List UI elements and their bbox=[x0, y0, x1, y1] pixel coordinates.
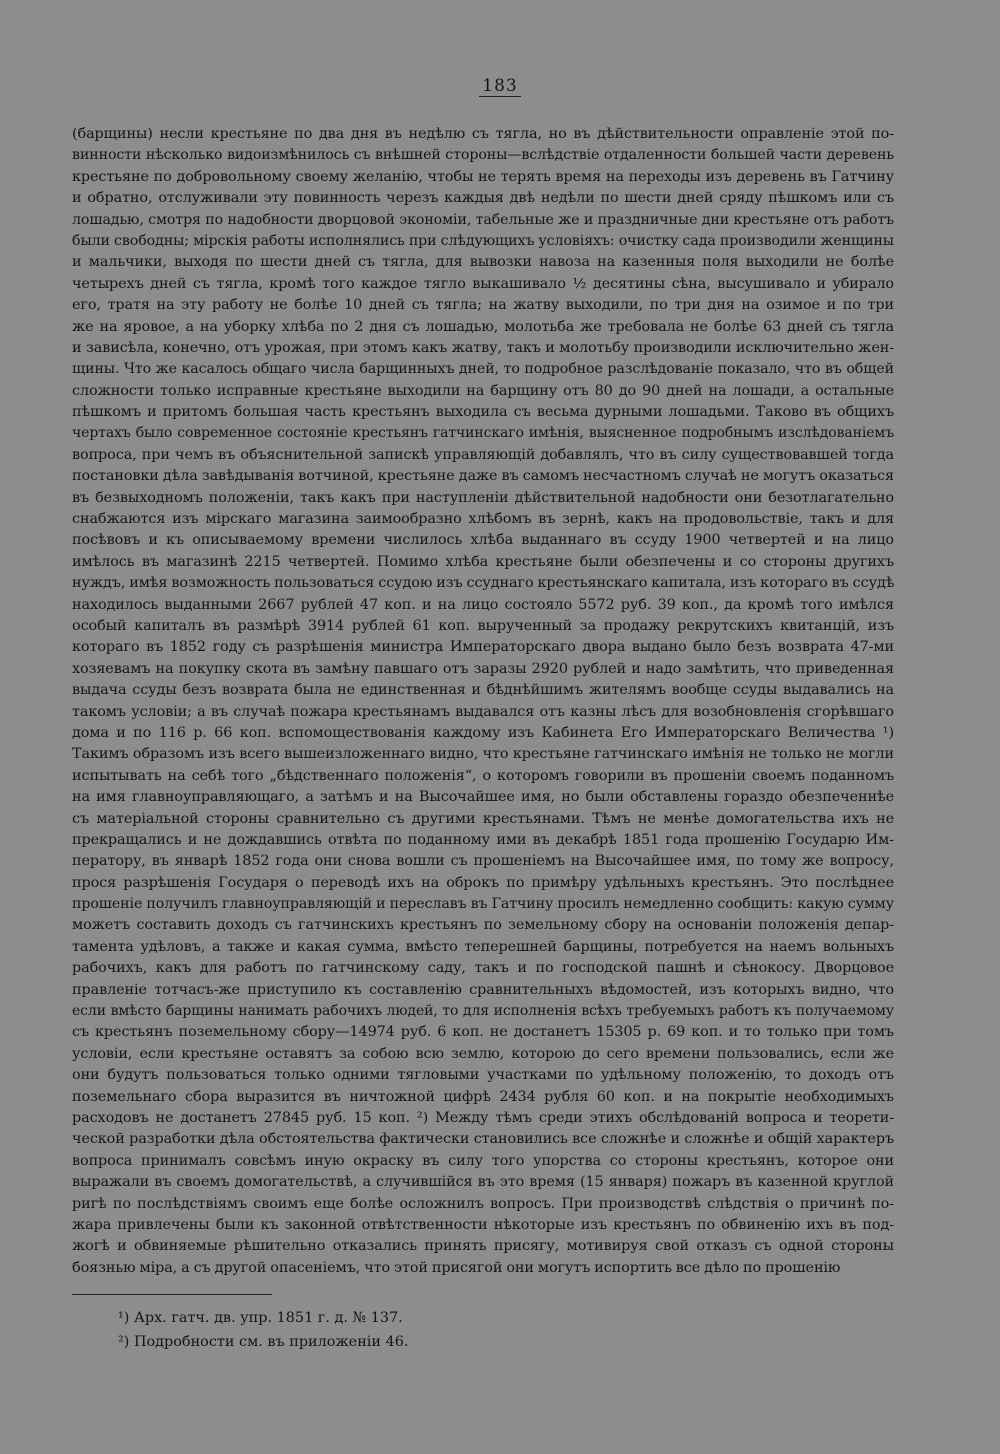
text-line: лошадью, смотря по надобности дворцовой экономіи, табельные же и праздничные дни крестьяне отъ работъ bbox=[72, 211, 894, 228]
text-line: Такимъ образомъ изъ всего вышеизложеннаго видно, что крестьяне гатчинскаго имѣнія не только не могли bbox=[72, 746, 894, 763]
text-line: выражали въ своемъ домогательствѣ, а случившійся въ это время (15 января) пожаръ въ казенной круглой bbox=[72, 1174, 894, 1191]
text-line: (барщины) несли крестьяне по два дня въ недѣлю съ тягла, но въ дѣйствительности оправленіе этой по- bbox=[72, 126, 894, 142]
text-line: въ безвыходномъ положеніи, такъ какъ при наступленіи дѣйствительной надобности они безотлагательно bbox=[72, 489, 894, 506]
text-line: особый капиталъ въ размѣрѣ 3914 рублей 61 коп. вырученный за продажу рекрутскихъ квитанцій, изъ bbox=[72, 617, 894, 634]
text-line: же на яровое, а на уборку хлѣба по 2 дня съ лошадью, молотьба же требовала не болѣе 63 дней съ тягла bbox=[72, 318, 894, 335]
text-line: и мальчики, выходя по шести дней съ тягла, для вывозки навоза на казенныя поля выходили не болѣе bbox=[72, 254, 894, 271]
text-line: винности нѣсколько видоизмѣнилось съ внѣшней стороны—вслѣдствіе отдаленности большей части деревень bbox=[72, 147, 894, 164]
text-line: хозяевамъ на покупку скота въ замѣну павшаго отъ заразы 2920 рублей и надо замѣтить, что приведенная bbox=[72, 660, 894, 677]
text-line: и зависѣла, конечно, отъ урожая, при этомъ какъ жатву, такъ и молотьбу производили исключительно жен- bbox=[72, 339, 894, 356]
text-line: ригѣ по послѣдствіямъ своимъ еще болѣе осложнилъ вопросъ. При производствѣ слѣдствія о причинѣ по- bbox=[72, 1195, 894, 1212]
footnote-divider bbox=[72, 1294, 272, 1295]
text-line: имѣлось въ магазинѣ 2215 четвертей. Помимо хлѣба крестьяне были обезпечены и со стороны другихъ bbox=[72, 553, 894, 570]
text-line: прошеніе получилъ главноуправляющій и переславъ въ Гатчину просилъ немедленно сообщить: какую сумму bbox=[72, 896, 894, 913]
footnotes bbox=[118, 1306, 818, 1354]
text-line: испытывать на себѣ того „бѣдственнаго положенія“, о которомъ говорили въ прошеніи своемъ поданномъ bbox=[72, 767, 894, 784]
text-line: можетъ составить доходъ съ гатчинскихъ крестьянъ по земельному сбору на основаніи положенія депар- bbox=[72, 917, 894, 934]
text-line: были свободны; мірскія работы исполнялись при слѣдующихъ условіяхъ: очистку сада производили женщины bbox=[72, 232, 894, 249]
text-line: рабочихъ, какъ для работъ по гатчинскому саду, такъ и по господской пашнѣ и сѣнокосу. Дворцовое bbox=[72, 960, 894, 977]
text-line: прося разрѣшенія Государя о переводѣ ихъ на оброкъ по примѣру удѣльныхъ крестьянъ. Это послѣднее bbox=[72, 874, 894, 891]
text-line: щины. Что же касалось общаго числа барщинныхъ дней, то подробное разслѣдованіе показало, что въ общей bbox=[72, 361, 894, 378]
text-line: прекращались и не дождавшись отвѣта по поданному ими въ декабрѣ 1851 года прошенію Государю Им- bbox=[72, 831, 894, 848]
text-line: посѣвовъ и къ описываемому времени числилось хлѣба выданнаго въ ссуду 1900 четвертей и на лицо bbox=[72, 532, 894, 549]
text-line: такомъ условіи; а въ случаѣ пожара крестьянамъ выдавался отъ казны лѣсъ для возобновленія сгорѣвшаго bbox=[72, 703, 894, 720]
text-line: съ матеріальной стороны сравнительно съ другими крестьянами. Тѣмъ не менѣе домогательства ихъ не bbox=[72, 810, 894, 827]
text-line: ператору, въ январѣ 1852 года они снова вошли съ прошеніемъ на Высочайшее имя, по тому же вопросу, bbox=[72, 853, 894, 870]
footnote: ¹) Арх. гатч. дв. упр. 1851 г. д. № 137. bbox=[118, 1310, 403, 1326]
text-line: сложности только исправные крестьяне выходили на барщину отъ 80 до 90 дней на лошади, а остальные bbox=[72, 382, 894, 399]
text-line: и обратно, отслуживали эту повинность черезъ каждыя двѣ недѣли по шести дней сряду пѣшкомъ или съ bbox=[72, 190, 894, 207]
text-line: крестьяне по добровольному своему желанію, чтобы не терять время на переходы изъ деревень въ Гатчину bbox=[72, 168, 894, 185]
text-line: дома и по 116 р. 66 коп. вспомоществованія каждому изъ Кабинета Его Императорскаго Величества ¹) bbox=[72, 724, 894, 741]
text-line: чертахъ было современное состояніе крестьянъ гатчинскаго имѣнія, выясненное подробнымъ изслѣдованіемъ bbox=[72, 425, 894, 442]
text-line: съ крестьянъ поземельному сбору—14974 руб. 6 коп. не достанетъ 15305 р. 69 коп. и то только при томъ bbox=[72, 1024, 894, 1041]
text-line: выдача ссуды безъ возврата была не единственная и бѣднѣйшимъ жителямъ вообще ссуды выдавались на bbox=[72, 682, 894, 699]
text-line: его, тратя на эту работу не болѣе 10 дней съ тягла; на жатву выходили, по три дня на озимое и по три bbox=[72, 297, 894, 314]
text-line: снабжаются изъ мірскаго магазина заимообразно хлѣбомъ въ зернѣ, какъ на продовольствіе, такъ и для bbox=[72, 511, 894, 528]
text-line: постановки дѣла завѣдыванія вотчиной, крестьяне даже въ самомъ несчастномъ случаѣ не могутъ оказаться bbox=[72, 468, 894, 485]
text-line: поземельнаго сбора выразится въ ничтожной цифрѣ 2434 рубля 60 коп. и на покрытіе необходимыхъ bbox=[72, 1088, 894, 1105]
text-line: они будутъ пользоваться только одними тягловыми участками по удѣльному положенію, то доходъ отъ bbox=[72, 1067, 894, 1084]
text-line: ческой разработки дѣла обстоятельства фактически становились все сложнѣе и сложнѣе и общій характеръ bbox=[72, 1131, 894, 1148]
text-line: правленіе тотчасъ-же приступило къ составленію сравнительныхъ вѣдомостей, изъ которыхъ видно, что bbox=[72, 981, 894, 998]
text-line: тамента удѣловъ, а также и какая сумма, вмѣсто теперешней барщины, потребуется на наемъ вольныхъ bbox=[72, 938, 894, 955]
footnote: ²) Подробности см. въ приложеніи 46. bbox=[118, 1334, 409, 1350]
text-line: находилось выданными 2667 рублей 47 коп. и на лицо состояло 5572 руб. 39 коп., да кромѣ того имѣлся bbox=[72, 596, 894, 613]
text-line: жогѣ и обвиняемые рѣшительно отказались принять присягу, мотивируя свой отказъ съ одной стороны bbox=[72, 1238, 894, 1255]
text-line: на имя главноуправляющаго, а затѣмъ и на Высочайшее имя, но были обставлены гораздо обезпеченнѣе bbox=[72, 789, 894, 806]
text-line: вопроса, при чемъ въ объяснительной запискѣ управляющій добавлялъ, что въ силу существовавшей тогда bbox=[72, 446, 894, 463]
text-line: если вмѣсто барщины нанимать рабочихъ людей, то для исполненія всѣхъ требуемыхъ работъ къ получаемому bbox=[72, 1003, 894, 1020]
text-line: четырехъ дней съ тягла, кромѣ того каждое тягло выкашивало ½ десятины сѣна, высушивало и убирало bbox=[72, 275, 894, 292]
main-text bbox=[72, 124, 894, 1279]
text-line: котораго въ 1852 году съ разрѣшенія министра Императорскаго двора выдано было безъ возврата 47-ми bbox=[72, 639, 894, 656]
text-line: вопроса принималъ совсѣмъ иную окраску въ силу того упорства со стороны крестьянъ, которое они bbox=[72, 1152, 894, 1169]
text-line: пѣшкомъ и притомъ большая часть крестьянъ выходила съ весьма дурными лошадьми. Таково въ общихъ bbox=[72, 404, 894, 421]
text-line: жара привлечены были къ законной отвѣтственности нѣкоторые изъ крестьянъ по обвиненію ихъ въ под- bbox=[72, 1216, 894, 1233]
text-line: нуждъ, имѣя возможность пользоваться ссудою изъ ссуднаго крестьянскаго капитала, изъ котораго въ ссудѣ bbox=[72, 575, 894, 592]
text-line: боязнью міра, а съ другой опасеніемъ, что этой присягой они могутъ испортить все дѣло по прошенію bbox=[72, 1259, 841, 1276]
page-number: 183 bbox=[0, 76, 1000, 96]
text-line: расходовъ не достанетъ 27845 руб. 15 коп. ²) Между тѣмъ среди этихъ обслѣдованій вопроса и теорети- bbox=[72, 1109, 894, 1126]
text-line: условіи, если крестьяне оставятъ за собою всю землю, которою до сего времени пользовались, если же bbox=[72, 1045, 894, 1062]
